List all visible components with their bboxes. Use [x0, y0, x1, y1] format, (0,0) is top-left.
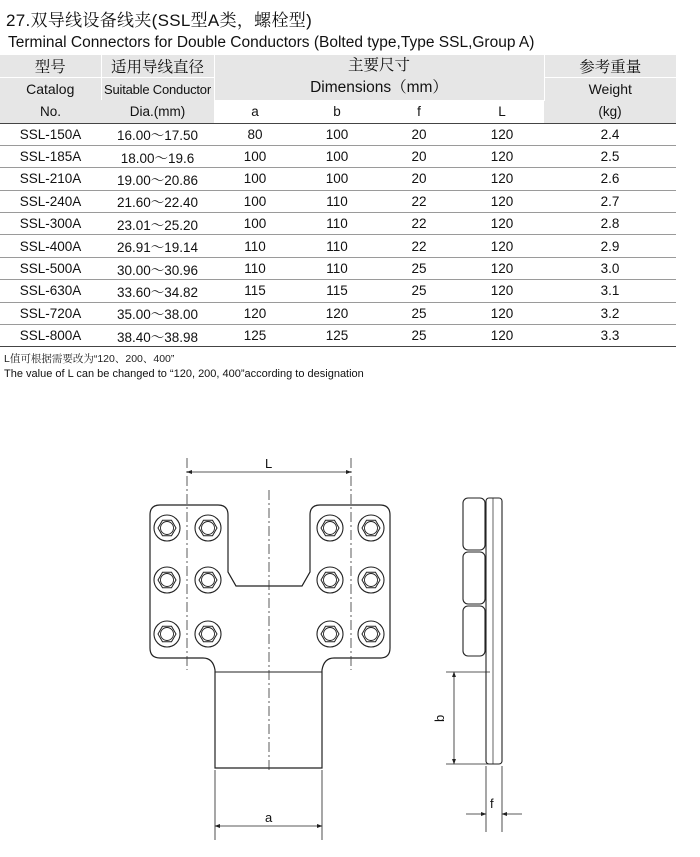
dimension-label-b: b [432, 714, 447, 722]
cell-L: 120 [460, 213, 544, 235]
cell-weight: 2.7 [544, 190, 676, 212]
cell-dia: 35.00～38.00 [101, 302, 214, 324]
cell-b: 100 [296, 168, 378, 190]
header-catalog-cn: 型号 [0, 55, 101, 78]
cell-b: 115 [296, 280, 378, 302]
cell-a: 110 [214, 235, 296, 257]
cell-f: 25 [378, 302, 460, 324]
cell-dia: 38.40～38.98 [101, 325, 214, 347]
cell-dia: 23.01～25.20 [101, 213, 214, 235]
cell-f: 25 [378, 325, 460, 347]
cell-dia: 26.91～19.14 [101, 235, 214, 257]
cell-dia: 19.00～20.86 [101, 168, 214, 190]
header-conductor-en: Suitable Conductor [101, 78, 214, 101]
cell-catalog: SSL-210A [0, 168, 101, 190]
header-weight-cn: 参考重量 [544, 55, 676, 78]
page-title-cn: 27.双导线设备线夹(SSL型A类，螺栓型) [6, 11, 313, 30]
dimension-a [215, 770, 322, 840]
table-row [0, 123, 676, 145]
cell-weight: 2.9 [544, 235, 676, 257]
cell-weight: 3.2 [544, 302, 676, 324]
cell-weight: 3.1 [544, 280, 676, 302]
table-row [0, 302, 676, 324]
header-weight-en: Weight [544, 78, 676, 101]
cell-L: 120 [460, 145, 544, 167]
cell-weight: 2.6 [544, 168, 676, 190]
table-row [0, 257, 676, 279]
side-view [463, 498, 502, 764]
cell-a: 80 [214, 123, 296, 145]
cell-L: 120 [460, 235, 544, 257]
note-en: The value of L can be changed to “120, 200, 400”according to designation [4, 368, 364, 380]
table-row [0, 145, 676, 167]
header-col-f: f [378, 100, 460, 123]
cell-catalog: SSL-240A [0, 190, 101, 212]
dimension-label-f: f [490, 796, 494, 811]
dimension-b [446, 672, 490, 764]
cell-f: 25 [378, 257, 460, 279]
cell-a: 100 [214, 213, 296, 235]
dimension-label-L: L [265, 456, 273, 471]
cell-catalog: SSL-800A [0, 325, 101, 347]
dimension-label-a: a [265, 810, 273, 825]
page-title-en: Terminal Connectors for Double Conductors (Bolted type,Type SSL,Group A) [8, 34, 535, 51]
cell-a: 125 [214, 325, 296, 347]
cell-a: 100 [214, 145, 296, 167]
cell-b: 100 [296, 145, 378, 167]
cell-dia: 16.00～17.50 [101, 123, 214, 145]
cell-dia: 21.60～22.40 [101, 190, 214, 212]
cell-f: 22 [378, 213, 460, 235]
cell-b: 120 [296, 302, 378, 324]
cell-f: 22 [378, 190, 460, 212]
cell-weight: 2.5 [544, 145, 676, 167]
spec-table [0, 55, 676, 347]
header-dimensions-cn: 主要尺寸 [347, 57, 410, 75]
cell-L: 120 [460, 123, 544, 145]
cell-weight: 3.0 [544, 257, 676, 279]
cell-a: 110 [214, 257, 296, 279]
cell-L: 120 [460, 280, 544, 302]
cell-catalog: SSL-300A [0, 213, 101, 235]
table-row [0, 168, 676, 190]
header-catalog-en: Catalog [0, 78, 101, 101]
cell-b: 125 [296, 325, 378, 347]
cell-dia: 18.00～19.6 [101, 145, 214, 167]
cell-catalog: SSL-630A [0, 280, 101, 302]
header-catalog-no: No. [0, 100, 101, 123]
cell-catalog: SSL-400A [0, 235, 101, 257]
cell-catalog: SSL-150A [0, 123, 101, 145]
table-row [0, 235, 676, 257]
cell-f: 20 [378, 168, 460, 190]
cell-L: 120 [460, 190, 544, 212]
cell-dia: 33.60～34.82 [101, 280, 214, 302]
cell-b: 100 [296, 123, 378, 145]
note-cn: L值可根据需要改为“120、200、400” [4, 353, 175, 365]
header-col-a: a [214, 100, 296, 123]
cell-f: 25 [378, 280, 460, 302]
cell-L: 120 [460, 325, 544, 347]
table-row [0, 325, 676, 347]
header-conductor-dia: Dia.(mm) [101, 100, 214, 123]
table-row [0, 280, 676, 302]
cell-b: 110 [296, 235, 378, 257]
cell-b: 110 [296, 190, 378, 212]
cell-weight: 3.3 [544, 325, 676, 347]
cell-b: 110 [296, 213, 378, 235]
table-row [0, 190, 676, 212]
cell-f: 20 [378, 145, 460, 167]
cell-dia: 30.00～30.96 [101, 257, 214, 279]
cell-L: 120 [460, 302, 544, 324]
cell-L: 120 [460, 257, 544, 279]
header-weight-unit: (kg) [544, 100, 676, 123]
front-view [150, 505, 390, 768]
cell-a: 100 [214, 168, 296, 190]
technical-drawing [0, 430, 700, 850]
cell-a: 120 [214, 302, 296, 324]
table-row [0, 213, 676, 235]
header-col-b: b [296, 100, 378, 123]
cell-b: 110 [296, 257, 378, 279]
cell-f: 20 [378, 123, 460, 145]
cell-catalog: SSL-720A [0, 302, 101, 324]
cell-catalog: SSL-500A [0, 257, 101, 279]
cell-catalog: SSL-185A [0, 145, 101, 167]
header-col-L: L [460, 100, 544, 123]
dimension-f [466, 766, 522, 832]
header-dimensions [214, 55, 544, 100]
header-dimensions-en: Dimensions（mm） [310, 79, 448, 97]
cell-f: 22 [378, 235, 460, 257]
cell-weight: 2.4 [544, 123, 676, 145]
cell-a: 115 [214, 280, 296, 302]
cell-weight: 2.8 [544, 213, 676, 235]
cell-a: 100 [214, 190, 296, 212]
cell-L: 120 [460, 168, 544, 190]
header-conductor-cn: 适用导线直径 [101, 55, 214, 78]
connector-outline [150, 505, 390, 768]
